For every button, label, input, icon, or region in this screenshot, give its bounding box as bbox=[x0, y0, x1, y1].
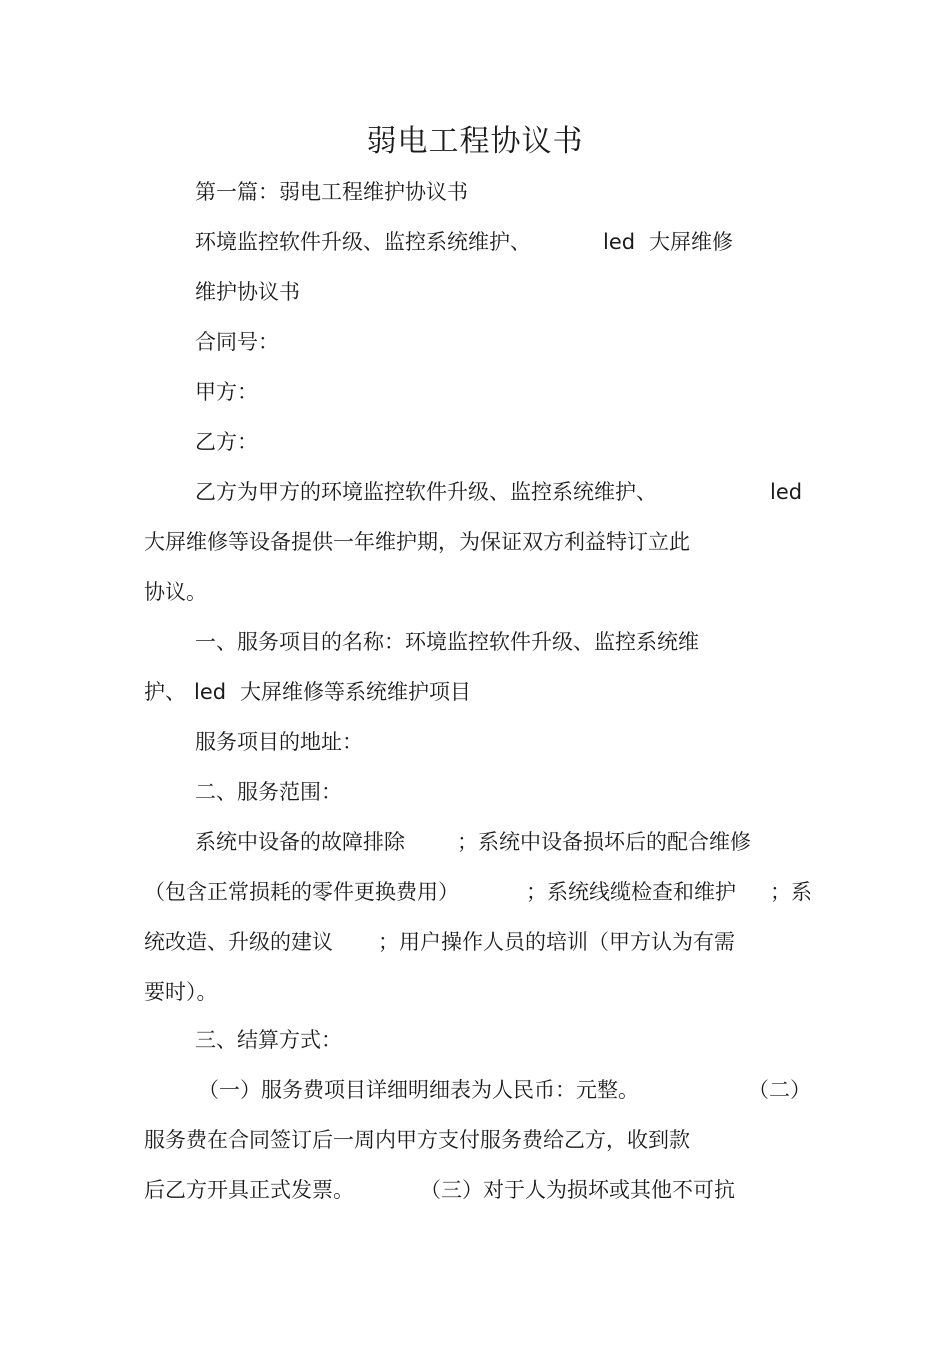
line-section2-heading: 二、服务范围： bbox=[195, 780, 342, 804]
line-subject-part1: 环境监控软件升级、监控系统维护、 bbox=[195, 230, 531, 254]
line-contract-number: 合同号： bbox=[195, 330, 279, 354]
line-intro-led: led bbox=[770, 480, 803, 504]
line-intro-cont: 大屏维修等设备提供一年维护期，为保证双方利益特订立此 bbox=[144, 530, 690, 554]
line-scope-part4: ；系统线缆检查和维护 bbox=[526, 880, 736, 904]
line-section3-heading: 三、结算方式： bbox=[195, 1028, 342, 1052]
line-scope-part1: 系统中设备的故障排除 bbox=[195, 830, 405, 854]
line-scope-end: 要时）。 bbox=[144, 980, 218, 1004]
line-scope-part7: ；用户操作人员的培训（甲方认为有需 bbox=[378, 930, 735, 954]
line-scope-part3: （包含正常损耗的零件更换费用） bbox=[144, 880, 459, 904]
line-scope-part5: ；系 bbox=[770, 880, 812, 904]
line-subject-part2: 大屏维修 bbox=[649, 230, 733, 254]
line-scope-part2: ；系统中设备损坏后的配合维修 bbox=[457, 830, 751, 854]
line-service-address: 服务项目的地址： bbox=[195, 730, 363, 754]
line-payment-item1: （一）服务费项目详细明细表为人民币：元整。 bbox=[198, 1078, 639, 1102]
line-intro-part1: 乙方为甲方的环境监控软件升级、监控系统维护、 bbox=[195, 480, 657, 504]
line-subject-cont: 维护协议书 bbox=[195, 280, 300, 304]
line-party-a: 甲方： bbox=[195, 380, 258, 404]
line-payment-item2-label: （二） bbox=[748, 1078, 811, 1102]
line-chapter-heading: 第一篇：弱电工程维护协议书 bbox=[195, 180, 468, 204]
line-party-b: 乙方： bbox=[195, 430, 258, 454]
line-intro-end: 协议。 bbox=[144, 580, 207, 604]
line-section1-part2: 大屏维修等系统维护项目 bbox=[240, 680, 471, 704]
line-payment-item2: 服务费在合同签订后一周内甲方支付服务费给乙方，收到款 bbox=[144, 1128, 690, 1152]
line-payment-item2-end: 后乙方开具正式发票。 bbox=[144, 1178, 354, 1202]
document-title: 弱电工程协议书 bbox=[366, 124, 584, 159]
line-payment-item3: （三）对于人为损坏或其他不可抗 bbox=[420, 1178, 735, 1202]
line-section1-part1: 护、 bbox=[144, 680, 186, 704]
line-section1-led: led bbox=[194, 680, 227, 704]
line-section1-name: 一、服务项目的名称：环境监控软件升级、监控系统维 bbox=[195, 630, 699, 654]
line-scope-part6: 统改造、升级的建议 bbox=[144, 930, 333, 954]
line-subject-led: led bbox=[603, 230, 636, 254]
